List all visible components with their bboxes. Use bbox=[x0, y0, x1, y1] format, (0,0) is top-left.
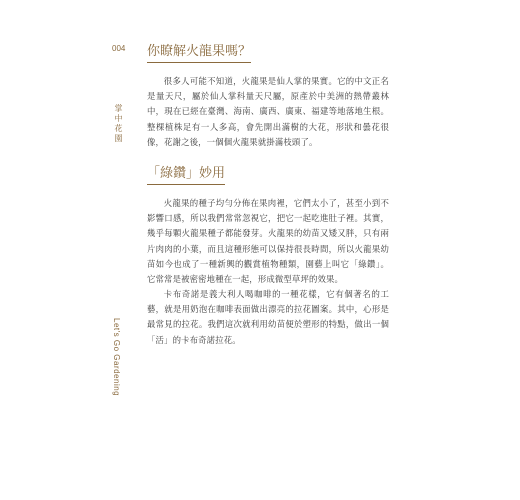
paragraph-intro: 很多人可能不知道，火龍果是仙人掌的果實。它的中文正名是量天尺，屬於仙人掌科量天尺屬，原產於中美洲的熱帶叢林中，現在已經在臺灣、海南、廣西、廣東、福建等地落地生根。整棵植株足有一人多高，會先開出滿樹的大花，形狀和曇花很像，花謝之後，一個個火龍果就掛滿枝頭了。 bbox=[147, 76, 389, 147]
series-title-vertical: Let's Go Gardening bbox=[112, 318, 121, 397]
section-heading-green-diamond: 「綠鑽」妙用 bbox=[147, 166, 225, 185]
section-heading-intro: 你瞭解火龍果嗎？ bbox=[147, 44, 251, 63]
paragraph-cappuccino: 卡布奇諾是義大利人喝咖啡的一種花樣，它有個著名的工藝，就是用奶泡在咖啡表面做出漂亮的拉花圖案。其中，心形是最常見的拉花。我們這次就利用幼苗便於塑形的特點，做出一個「活」的卡布奇諾拉花。 bbox=[147, 289, 389, 345]
paragraph-seeds: 火龍果的種子均勻分佈在果肉裡，它們太小了，甚至小到不影響口感，所以我們常常忽視它，把它一起吃進肚子裡。其實，幾乎每顆火龍果種子都能發芽。火龍果的幼苗又矮又胖，只有兩片肉肉的小葉，而且這種形態可以保持很長時間，所以火龍果幼苗如今也成了一種新興的觀賞植物種類，園藝上叫它「綠鑽」。它常常是被密密地種在一起，形成微型草坪的效果。 bbox=[147, 198, 389, 285]
book-title-vertical: 掌中花園 bbox=[114, 104, 123, 144]
page-number: 004 bbox=[112, 44, 126, 53]
